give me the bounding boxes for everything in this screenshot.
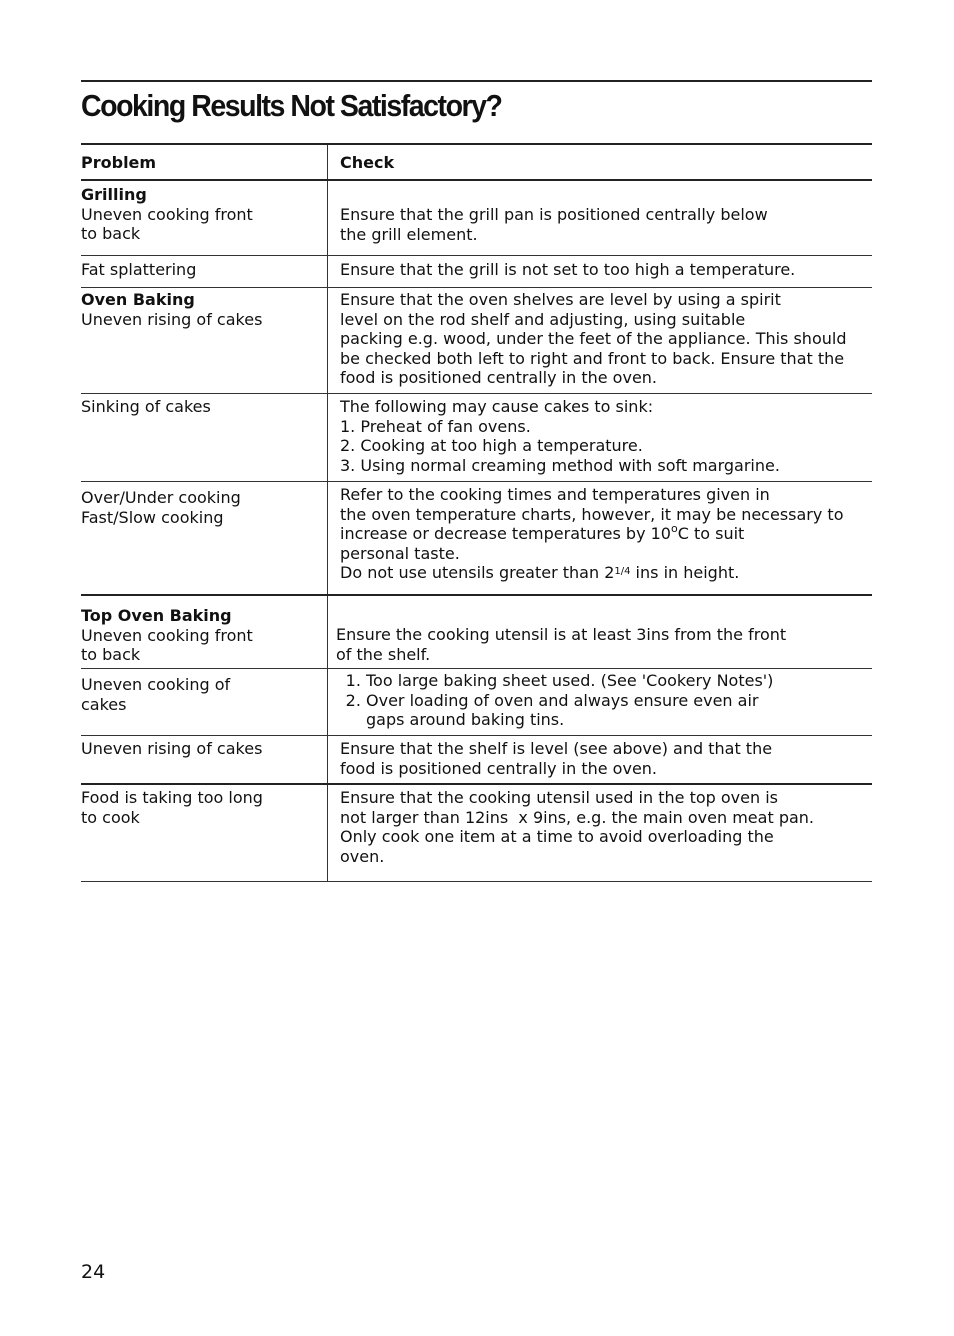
table-header-row <box>81 145 872 181</box>
fraction: 1/4 <box>614 566 631 578</box>
check-text: food is positioned centrally in the oven. <box>340 368 658 388</box>
problem-text: Fat splattering <box>81 260 197 279</box>
problem-text: to back <box>81 224 141 244</box>
check-numbered-list <box>340 671 868 730</box>
check-text: 3. Using normal creaming method with soft margarine. <box>340 455 780 475</box>
table-row-uneven-rising-of-cakes <box>81 736 872 785</box>
check-text: ins in height. <box>630 563 740 583</box>
header-cell-check <box>328 145 872 179</box>
problem-cell <box>81 181 328 255</box>
list-item: 2. Over loading of oven and always ensure even air gaps around baking tins. <box>366 691 786 730</box>
problem-text: to cook <box>81 807 140 827</box>
problem-text: Uneven cooking front <box>81 204 253 224</box>
check-text: The following may cause cakes to sink: <box>340 397 654 416</box>
list-item: 1. Too large baking sheet used. (See 'Cookery Notes') <box>366 671 868 691</box>
check-text: Do not use utensils greater than 2 <box>340 563 615 583</box>
problem-cell <box>81 785 328 881</box>
section-heading-top-oven-baking: Top Oven Baking <box>81 606 232 625</box>
table-row-uneven-cooking-of-cakes <box>81 669 872 736</box>
header-check: Check <box>340 153 395 172</box>
check-text: Ensure that the cooking utensil used in the top oven is <box>340 788 778 807</box>
check-cell <box>328 482 872 594</box>
problem-cell <box>81 482 328 594</box>
check-cell <box>328 288 872 393</box>
check-text: of the shelf. <box>336 644 431 664</box>
problem-cell <box>81 736 328 783</box>
check-text: Ensure that the oven shelves are level by using a spirit <box>340 290 781 309</box>
check-cell <box>328 181 872 255</box>
table-row-sinking-of-cakes <box>81 394 872 482</box>
table-row-oven-baking <box>81 288 872 394</box>
check-text: oven. <box>340 846 385 866</box>
header-problem: Problem <box>81 153 157 172</box>
problem-text: Uneven rising of cakes <box>81 309 263 329</box>
check-text-height <box>340 563 868 583</box>
check-text: Only cook one item at a time to avoid overloading the <box>340 827 774 847</box>
table-row-fat-splattering <box>81 256 872 288</box>
check-text: Ensure that the grill is not set to too high a temperature. <box>340 260 796 279</box>
check-text: the grill element. <box>340 224 478 244</box>
problem-cell <box>81 288 328 393</box>
problem-cell <box>81 596 328 668</box>
check-text: level on the rod shelf and adjusting, using suitable <box>340 309 746 329</box>
section-heading-grilling: Grilling <box>81 185 147 204</box>
problem-text: Over/Under cooking <box>81 488 241 507</box>
table-row-food-taking-too-long <box>81 785 872 882</box>
problem-cell <box>81 256 328 287</box>
check-cell <box>328 736 872 783</box>
problem-text: cakes <box>81 694 127 714</box>
problem-text: Uneven cooking of <box>81 675 231 694</box>
check-text: not larger than 12ins x 9ins, e.g. the main oven meat pan. <box>340 807 814 827</box>
check-cell <box>328 785 872 881</box>
page-number: 24 <box>81 1261 106 1283</box>
degree-symbol: o <box>670 522 678 536</box>
header-cell-problem <box>81 145 328 179</box>
section-heading-oven-baking: Oven Baking <box>81 290 195 309</box>
troubleshooting-table <box>81 143 872 882</box>
table-row-top-oven-baking <box>81 596 872 669</box>
problem-text: Uneven cooking front <box>81 625 253 645</box>
problem-cell <box>81 669 328 735</box>
check-cell <box>328 256 872 287</box>
problem-cell <box>81 394 328 481</box>
check-text: 2. Cooking at too high a temperature. <box>340 436 643 456</box>
problem-text: Fast/Slow cooking <box>81 507 224 527</box>
check-text: packing e.g. wood, under the feet of the appliance. This should <box>340 329 847 349</box>
check-text: be checked both left to right and front to back. Ensure that the <box>340 348 845 368</box>
check-cell <box>328 394 872 481</box>
check-text: Refer to the cooking times and temperatures given in <box>340 485 770 504</box>
check-text: food is positioned centrally in the oven. <box>340 758 658 778</box>
check-text: the oven temperature charts, however, it may be necessary to <box>340 504 844 524</box>
check-text: 1. Preheat of fan ovens. <box>340 416 531 436</box>
check-text: Ensure the cooking utensil is at least 3ins from the front <box>336 625 787 644</box>
problem-text: Food is taking too long <box>81 788 263 807</box>
page-title: Cooking Results Not Satisfactory? <box>81 88 502 123</box>
check-text: increase or decrease temperatures by 10 <box>340 524 671 544</box>
check-cell <box>328 669 872 735</box>
check-cell <box>328 596 872 668</box>
check-text-temperature <box>340 524 868 544</box>
top-rule <box>81 80 872 82</box>
check-text: Ensure that the shelf is level (see above) and that the <box>340 739 773 758</box>
table-row-over-under-cooking <box>81 482 872 596</box>
problem-text: to back <box>81 645 141 665</box>
problem-text: Uneven rising of cakes <box>81 739 263 758</box>
check-text: C to suit <box>677 524 745 544</box>
check-text: Ensure that the grill pan is positioned centrally below <box>340 205 768 224</box>
problem-text: Sinking of cakes <box>81 397 211 416</box>
table-row-grilling <box>81 181 872 256</box>
check-text: personal taste. <box>340 543 460 563</box>
